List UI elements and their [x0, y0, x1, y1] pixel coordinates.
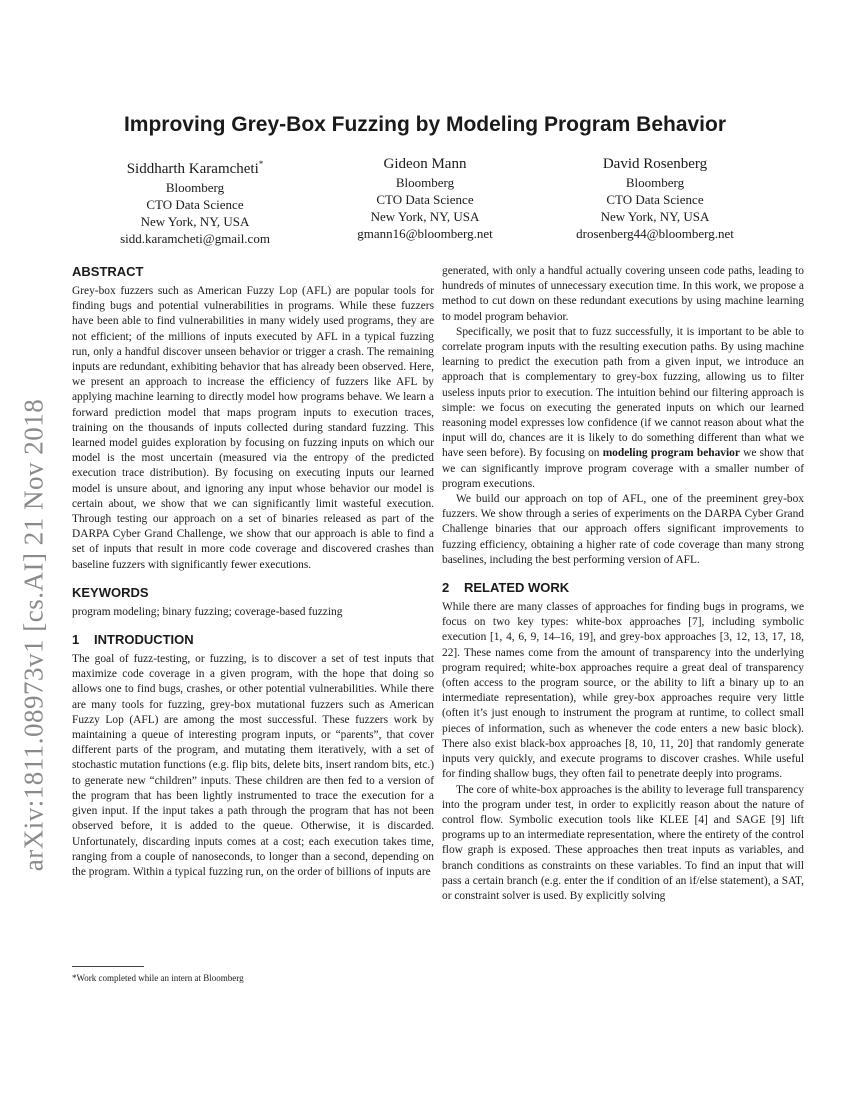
footnote: *Work completed while an intern at Bloomberg [72, 973, 244, 983]
related-paragraph-2: The core of white-box approaches is the ability to leverage full transparency into the program under test, in order to explicitly reason about the nature of control flow. Symbolic execution tools like KLEE [4] and SAGE [9] lift programs up to an intermediate representation, where the entirety of the control flow graph is exposed. These approaches then treat inputs as variables, and branch conditions as constraints on these variables. To find an input that will pass a certain branch (e.g. enter the if condition of an if/else statement), a SAT, or constraint solver is used. By explicitly solving [442, 783, 804, 902]
author-name: Siddharth Karamcheti* [126, 159, 264, 177]
author-footnote-mark: * [258, 159, 264, 169]
section-number: 1 [72, 632, 80, 648]
intro-paragraph-3: We build our approach on top of AFL, one of the preeminent grey-box fuzzers. We show through a series of experiments on the DARPA Cyber Grand Challenge binaries that our approach offers significant improvements to fuzzing efficiency, obtaining a higher rate of code coverage than many strong baselines, including the best performing version of AFL. [442, 493, 804, 566]
section-title: RELATED WORK [464, 580, 570, 596]
intro-paragraph-1: The goal of fuzz-testing, or fuzzing, is to discover a set of test inputs that maximize code coverage in a given program, with the hope that doing so allows one to find bugs, crashes, or other potential vulnerabilities. While there are many tools for fuzzing, grey-box mutational fuzzers such as American Fuzzy Lop (AFL) are among the most successful. These fuzzers work by maintaining a queue of interesting program inputs, or “parents”, that cover different parts of the program, and mutating them iteratively, with a set of stochastic mutation functions (e.g. flip bits, delete bits, insert random bits, etc.) to generate new “children” inputs. These children are then fed to a version of the program that has been lightly instrumented to trace the execution for a given input. If the input takes a path through the program that has not been observed before, it is added to the queue. Otherwise, it is discarded. Unfortunately, discarding inputs comes at a cost; each execution takes time, ranging from a couple of nanoseconds, to longer than a second, depending on the program. Within a typical fuzzing run, on the order of billions of inputs are [72, 653, 434, 878]
section-title: INTRODUCTION [94, 632, 194, 648]
section-number: 2 [442, 580, 450, 596]
author-block-3 [525, 156, 785, 242]
author-location: New York, NY, USA [600, 209, 710, 224]
emphasis-bold: modeling program behavior [602, 447, 740, 460]
author-org: Bloomberg [625, 175, 685, 190]
arxiv-id-text: arXiv:1811.08973v1 [cs.AI] 21 Nov 2018 [18, 398, 49, 872]
author-location: New York, NY, USA [140, 214, 250, 229]
related-paragraph-1: While there are many classes of approaches for finding bugs in programs, we focus on two key types: white-box approaches [7], including symbolic execution [1, 4, 6, 9, 14–16, 19], and grey-box approaches [3, 12, 13, 17, 18, 22]. These names come from the amount of transparency into the underlying program required; white-box approaches require a great deal of transparency (often access to the program source, or the ability to lift a binary up to an intermediate representation), while grey-box approaches require very little (often it’s just enough to instrument the program at runtime, to collect small pieces of information, such as whenever the code enters a new basic block). There also exist black-box approaches [8, 10, 11, 20] that randomly generate inputs very quickly, and execute programs to discover crashes. While useful for finding shallow bugs, they often fail to penetrate deeply into programs. [442, 601, 804, 781]
author-dept: CTO Data Science [376, 192, 474, 207]
author-email[interactable]: drosenberg44@bloomberg.net [576, 226, 734, 241]
author-name: Gideon Mann [383, 156, 467, 172]
author-location: New York, NY, USA [370, 209, 480, 224]
author-dept: CTO Data Science [146, 197, 244, 212]
author-org: Bloomberg [395, 175, 455, 190]
author-block-2 [295, 156, 555, 242]
keywords-heading: KEYWORDS [72, 584, 149, 600]
abstract-text: Grey-box fuzzers such as American Fuzzy Lop (AFL) are popular tools for finding bugs and potential vulnerabilities in programs. While these fuzzers have been able to find vulnerabilities in many widely used programs, they are not efficient; of the millions of inputs executed by AFL in a typical fuzzing run, only a handful discover unseen behavior or trigger a crash. The remaining inputs are redundant, exhibiting behavior that has already been observed. Here, we present an approach to increase the efficiency of fuzzers like AFL by applying machine learning to directly model how programs behave. We learn a forward prediction model that maps program inputs to execution traces, training on the thousands of inputs collected during standard fuzzing. This learned model guides exploration by focusing on fuzzing inputs on which our model is the most uncertain (measured via the entropy of the predicted execution trace distribution). By focusing on executing inputs our learned model is unsure about, and ignoring any input whose behavior our model is certain about, we show that we can significantly limit wasteful execution. Through testing our approach on a set of binaries released as part of the DARPA Cyber Grand Challenge, we show that our approach is able to find a set of inputs that result in more code coverage and discovered crashes than baseline fuzzers with significantly fewer executions. [72, 285, 434, 571]
author-org: Bloomberg [165, 180, 225, 195]
intro-paragraph-2: Specifically, we posit that to fuzz successfully, it is important to be able to correlate program inputs with the resulting execution paths. By using machine learning to predict the execution path from a given input, we introduce an approach that is complementary to grey-box fuzzing, allowing us to filter useless inputs prior to execution. The intuition behind our filtering approach is simple: we focus on executing the generated inputs on which our learned reasoning model expresses low confidence (if we cannot reason about what the input will do, chances are it is likely to do something different than what we have seen before). By focusing on modeling program behavior we show that we can significantly improve program coverage with a smaller number of program executions. [442, 325, 804, 490]
abstract-heading: ABSTRACT [72, 264, 144, 279]
left-column [72, 264, 434, 880]
arxiv-identifier [14, 290, 54, 980]
footnote-rule [72, 966, 144, 967]
author-name: David Rosenberg [602, 156, 708, 172]
right-column [442, 264, 804, 904]
author-block-1 [65, 156, 325, 247]
related-work-heading [442, 580, 804, 596]
intro-paragraph-1-continued: generated, with only a handful actually covering unseen code paths, leading to hundreds of minutes of unnecessary execution time. In this work, we propose a method to cut down on these redundant executions by using machine learning to model program behavior. [442, 265, 804, 323]
author-email[interactable]: sidd.karamcheti@gmail.com [120, 231, 270, 246]
keywords-text: program modeling; binary fuzzing; coverage-based fuzzing [72, 605, 343, 618]
paper-title: Improving Grey-Box Fuzzing by Modeling Program Behavior [123, 113, 727, 136]
intro-heading [72, 632, 434, 648]
author-email[interactable]: gmann16@bloomberg.net [357, 226, 493, 241]
author-dept: CTO Data Science [606, 192, 704, 207]
